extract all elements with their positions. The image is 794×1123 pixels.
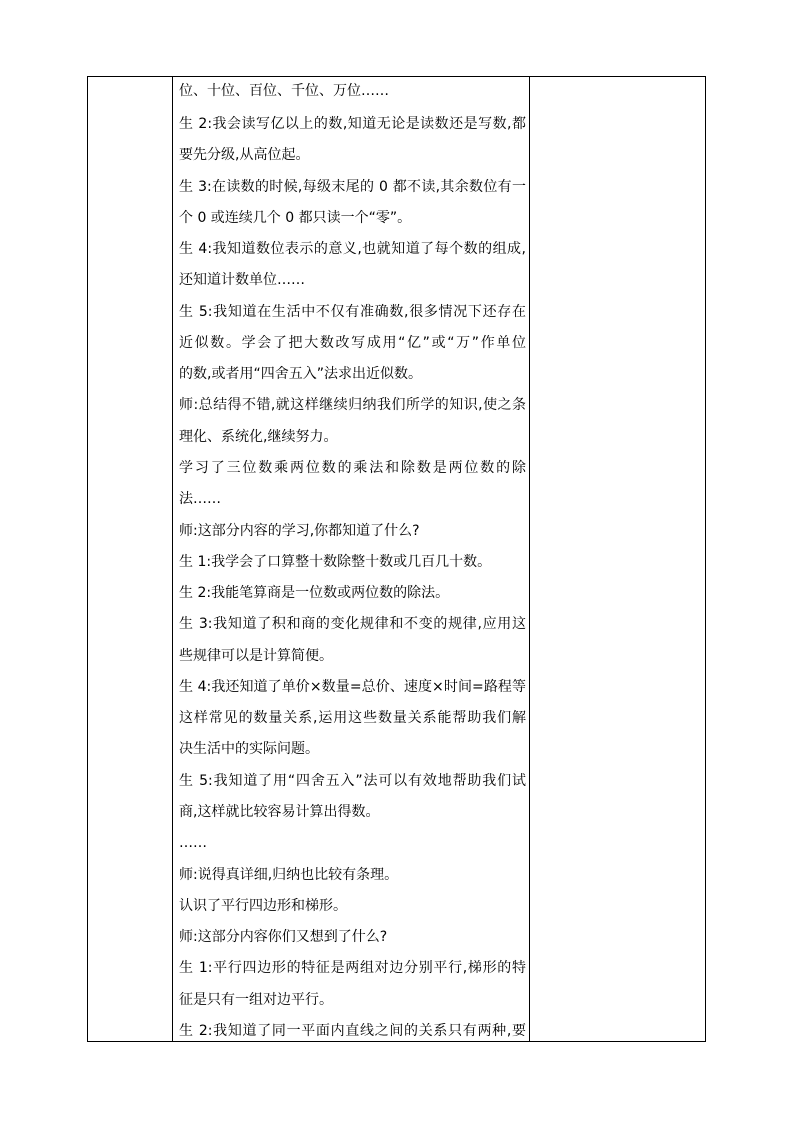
text-line: 这样常见的数量关系,运用这些数量关系能帮助我们解 [179, 710, 526, 726]
text-line: 生 5:我知道在生活中不仅有准确数,很多情况下还存在 [179, 304, 526, 320]
text-line: 近似数。学会了把大数改写成用“亿”或“万”作单位 [179, 335, 526, 351]
text-line: 个 0 或连续几个 0 都只读一个“零”。 [179, 210, 412, 226]
text-line: 学习了三位数乘两位数的乘法和除数是两位数的除 [179, 460, 526, 476]
lesson-table [87, 76, 706, 1042]
text-line: 生 1:平行四边形的特征是两组对边分别平行,梯形的特 [179, 960, 526, 976]
text-line: 要先分级,从高位起。 [179, 147, 310, 163]
text-line: 些规律可以是计算简便。 [179, 648, 333, 664]
column-divider-left [172, 77, 173, 1041]
text-line: …… [179, 835, 207, 851]
text-line: 师:总结得不错,就这样继续归纳我们所学的知识,使之条 [179, 397, 526, 413]
text-line: 认识了平行四边形和梯形。 [179, 898, 347, 914]
text-line: 商,这样就比较容易计算出得数。 [179, 804, 380, 820]
text-line: 师:这部分内容你们又想到了什么? [179, 929, 388, 945]
text-line: 师:说得真详细,归纳也比较有条理。 [179, 867, 399, 883]
text-line: 生 2:我能笔算商是一位数或两位数的除法。 [179, 585, 450, 601]
text-line: 生 1:我学会了口算整十数除整十数或几百几十数。 [179, 554, 492, 570]
text-line: 生 4:我知道数位表示的意义,也就知道了每个数的组成, [179, 241, 526, 257]
text-line: 师:这部分内容的学习,你都知道了什么? [179, 523, 420, 539]
text-line: 征是只有一组对边平行。 [179, 992, 333, 1008]
text-line: 生 4:我还知道了单价×数量=总价、速度×时间=路程等 [179, 679, 526, 695]
text-line: 决生活中的实际问题。 [179, 741, 319, 757]
text-line: 位、十位、百位、千位、万位…… [179, 83, 389, 99]
text-line: 生 2:我知道了同一平面内直线之间的关系只有两种,要 [179, 1023, 526, 1039]
text-line: 法…… [179, 491, 221, 507]
text-line: 生 5:我知道了用“四舍五入”法可以有效地帮助我们试 [179, 773, 526, 789]
text-line: 的数,或者用“四舍五入”法求出近似数。 [179, 366, 422, 382]
text-line: 生 2:我会读写亿以上的数,知道无论是读数还是写数,都 [179, 116, 526, 132]
column-divider-right [529, 77, 530, 1041]
text-line: 还知道计数单位…… [179, 272, 305, 288]
text-line: 生 3:在读数的时候,每级末尾的 0 都不读,其余数位有一 [179, 179, 526, 195]
text-line: 理化、系统化,继续努力。 [179, 429, 338, 445]
text-line: 生 3:我知道了积和商的变化规律和不变的规律,应用这 [179, 616, 526, 632]
